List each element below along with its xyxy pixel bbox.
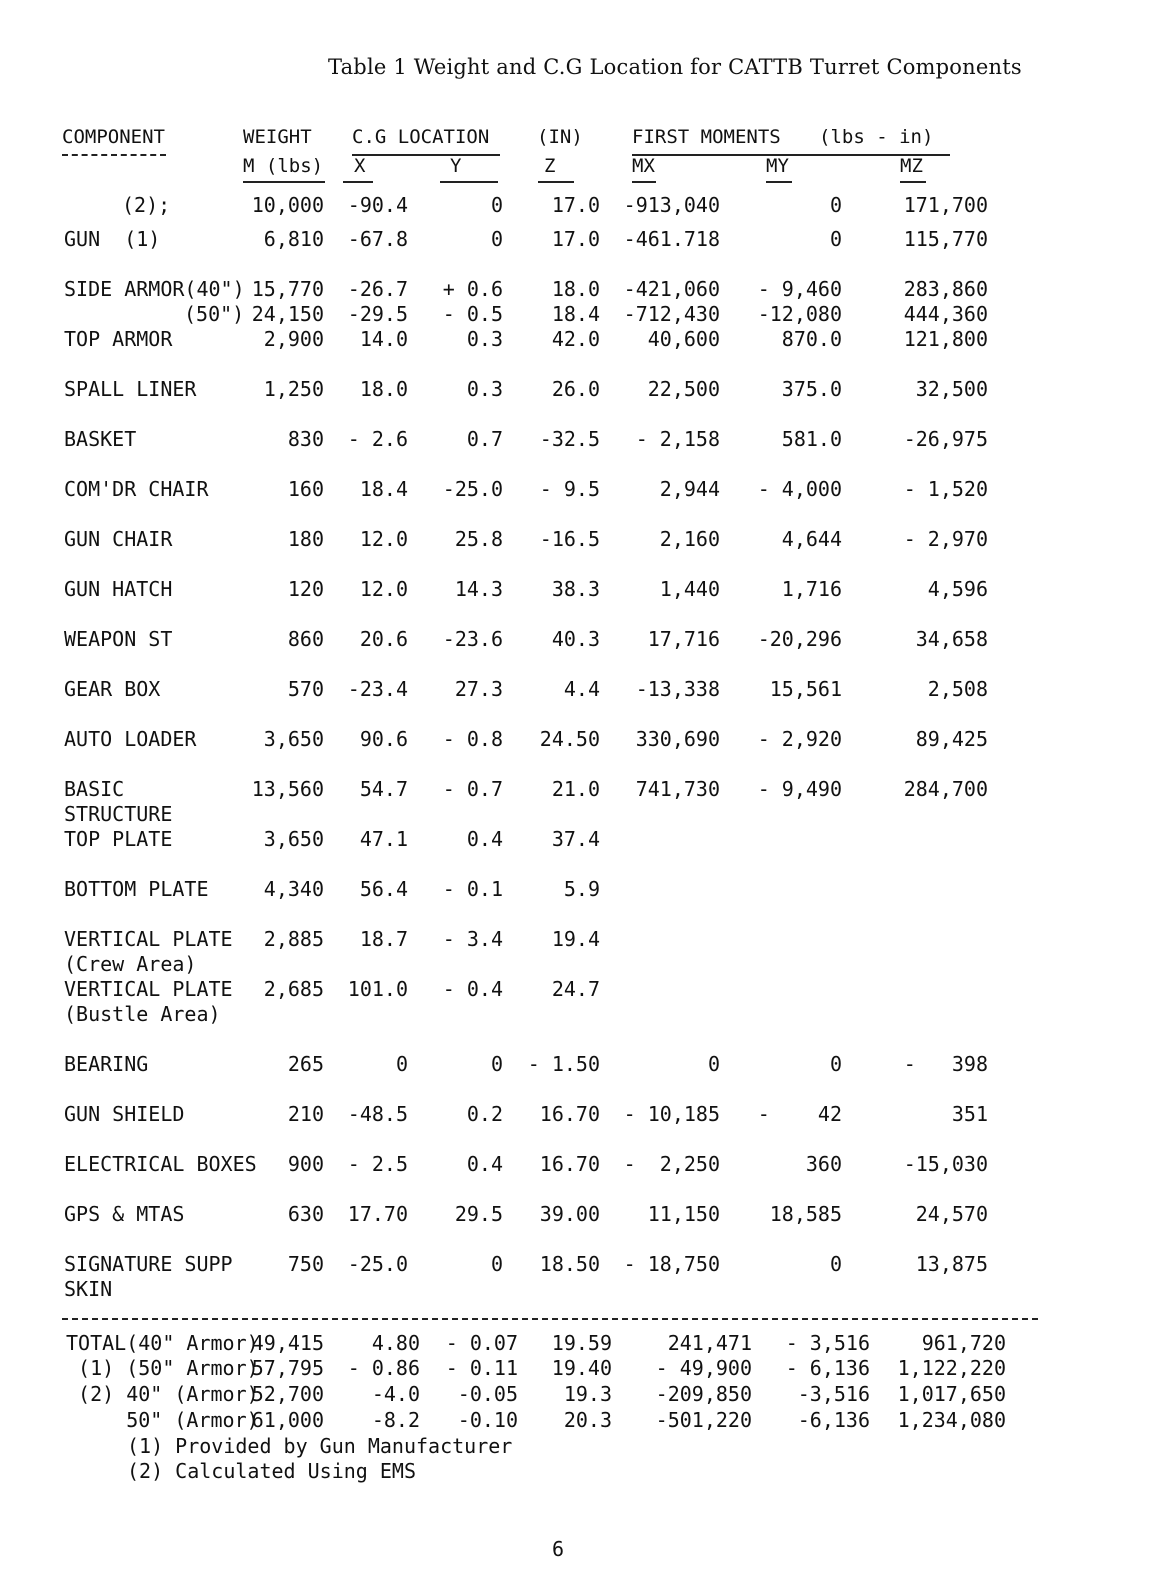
note-2: (2) Calculated Using EMS — [127, 1459, 416, 1483]
cell-my: -20,296 — [757, 627, 842, 651]
header-x: X — [354, 155, 366, 177]
total-x: - 0.86 — [347, 1356, 420, 1380]
cell-mz: 34,658 — [915, 627, 988, 651]
cell-my: - 9,490 — [757, 777, 842, 801]
row-label-continued: SKIN — [64, 1277, 113, 1301]
cell-y: 27.3 — [454, 677, 503, 701]
cell-mx: 1,440 — [659, 577, 720, 601]
cell-my: 0 — [829, 1252, 842, 1276]
cell-mz: 283,860 — [903, 277, 988, 301]
cell-mx: 2,944 — [659, 477, 720, 501]
cell-z: - 1.50 — [527, 1052, 600, 1076]
cell-y: 0 — [490, 1252, 503, 1276]
cell-w: 750 — [287, 1252, 324, 1276]
total-z: 19.59 — [551, 1331, 612, 1355]
cell-my: - 4,000 — [757, 477, 842, 501]
cell-z: 17.0 — [551, 193, 600, 217]
cell-mz: 2,508 — [927, 677, 988, 701]
cell-y: -25.0 — [442, 477, 503, 501]
underline-cg — [352, 154, 500, 156]
cell-my: - 2,920 — [757, 727, 842, 751]
cell-x: -25.0 — [347, 1252, 408, 1276]
header-in: (IN) — [537, 126, 583, 148]
underline-y — [440, 181, 498, 183]
total-label: TOTAL(40" Armor) — [66, 1331, 259, 1355]
cell-x: -90.4 — [347, 193, 408, 217]
cell-z: 26.0 — [551, 377, 600, 401]
row-label: SIDE ARMOR(40") — [64, 277, 245, 301]
row-label: TOP PLATE — [64, 827, 173, 851]
cell-x: 12.0 — [359, 527, 408, 551]
cell-mz: 4,596 — [927, 577, 988, 601]
cell-my: 4,644 — [781, 527, 842, 551]
underline-component — [62, 154, 166, 156]
header-mz: MZ — [900, 155, 923, 177]
cell-w: 210 — [287, 1102, 324, 1126]
cell-z: 16.70 — [539, 1152, 600, 1176]
cell-mz: 24,570 — [915, 1202, 988, 1226]
cell-w: 265 — [287, 1052, 324, 1076]
cell-mz: 13,875 — [915, 1252, 988, 1276]
row-label: GUN CHAIR — [64, 527, 173, 551]
row-label: BASKET — [64, 427, 137, 451]
cell-x: 12.0 — [359, 577, 408, 601]
underline-x — [343, 181, 373, 183]
total-y: -0.05 — [457, 1382, 518, 1406]
cell-x: -48.5 — [347, 1102, 408, 1126]
cell-z: 5.9 — [563, 877, 600, 901]
cell-z: 21.0 — [551, 777, 600, 801]
cell-mz: - 398 — [903, 1052, 988, 1076]
cell-mx: -712,430 — [623, 302, 720, 326]
cell-mx: -421,060 — [623, 277, 720, 301]
header-m-lbs: M (lbs) — [243, 155, 324, 177]
cell-mx: -913,040 — [623, 193, 720, 217]
header-my: MY — [766, 155, 789, 177]
cell-my: 18,585 — [769, 1202, 842, 1226]
cell-mx: 0 — [707, 1052, 720, 1076]
underline-mz — [900, 181, 926, 183]
underline-mx — [632, 181, 656, 183]
cell-x: 20.6 — [359, 627, 408, 651]
cell-mz: 171,700 — [903, 193, 988, 217]
cell-my: - 42 — [757, 1102, 842, 1126]
cell-y: + 0.6 — [442, 277, 503, 301]
cell-mx: - 10,185 — [623, 1102, 720, 1126]
cell-y: 0.2 — [466, 1102, 503, 1126]
total-my: -3,516 — [797, 1382, 870, 1406]
cell-x: -26.7 — [347, 277, 408, 301]
cell-x: 56.4 — [359, 877, 408, 901]
cell-y: 0 — [490, 227, 503, 251]
row-label: GUN SHIELD — [64, 1102, 185, 1126]
cell-my: -12,080 — [757, 302, 842, 326]
cell-z: 39.00 — [539, 1202, 600, 1226]
cell-y: 25.8 — [454, 527, 503, 551]
cell-mx: -461.718 — [623, 227, 720, 251]
cell-mx: - 2,158 — [635, 427, 720, 451]
row-label: BEARING — [64, 1052, 149, 1076]
total-x: -4.0 — [371, 1382, 420, 1406]
cell-y: - 0.7 — [442, 777, 503, 801]
total-my: -6,136 — [797, 1408, 870, 1432]
totals-divider — [62, 1318, 1038, 1320]
cell-y: 29.5 — [454, 1202, 503, 1226]
cell-y: -23.6 — [442, 627, 503, 651]
total-z: 19.40 — [551, 1356, 612, 1380]
cell-w: 13,560 — [251, 777, 324, 801]
total-my: - 3,516 — [785, 1331, 870, 1355]
row-label: TOP ARMOR — [64, 327, 173, 351]
total-w: 52,700 — [251, 1382, 324, 1406]
total-y: - 0.07 — [445, 1331, 518, 1355]
row-label: SPALL LINER — [64, 377, 197, 401]
row-label-continued: STRUCTURE — [64, 802, 173, 826]
cell-x: 101.0 — [347, 977, 408, 1001]
header-first-moments: FIRST MOMENTS — [632, 126, 781, 148]
cell-w: 900 — [287, 1152, 324, 1176]
cell-mx: 17,716 — [647, 627, 720, 651]
cell-z: - 9.5 — [539, 477, 600, 501]
cell-z: -16.5 — [539, 527, 600, 551]
cell-my: - 9,460 — [757, 277, 842, 301]
row-label: (50") — [184, 302, 245, 326]
cell-mz: 115,770 — [903, 227, 988, 251]
cell-w: 10,000 — [251, 193, 324, 217]
cell-w: 1,250 — [263, 377, 324, 401]
cell-x: 18.0 — [359, 377, 408, 401]
cell-my: 0 — [829, 193, 842, 217]
cell-mz: - 2,970 — [903, 527, 988, 551]
cell-mx: - 18,750 — [623, 1252, 720, 1276]
cell-mx: -13,338 — [635, 677, 720, 701]
row-label: GPS & MTAS — [64, 1202, 185, 1226]
underline-w — [243, 181, 325, 183]
cell-mx: 2,160 — [659, 527, 720, 551]
cell-y: 14.3 — [454, 577, 503, 601]
row-label: AUTO LOADER — [64, 727, 197, 751]
row-label: VERTICAL PLATE — [64, 977, 233, 1001]
cell-my: 870.0 — [781, 327, 842, 351]
cell-w: 180 — [287, 527, 324, 551]
cell-z: 24.7 — [551, 977, 600, 1001]
cell-y: 0.4 — [466, 827, 503, 851]
cell-my: 581.0 — [781, 427, 842, 451]
cell-y: 0.3 — [466, 327, 503, 351]
total-mz: 1,122,220 — [897, 1356, 1006, 1380]
cell-w: 2,885 — [263, 927, 324, 951]
header-units: (lbs - in) — [819, 126, 934, 148]
cell-mz: - 1,520 — [903, 477, 988, 501]
cell-z: 16.70 — [539, 1102, 600, 1126]
cell-z: 4.4 — [563, 677, 600, 701]
underline-z — [538, 181, 574, 183]
cell-y: 0 — [490, 1052, 503, 1076]
total-mx: -501,220 — [655, 1408, 752, 1432]
cell-mz: -15,030 — [903, 1152, 988, 1176]
total-label: (2) 40" (Armor) — [66, 1382, 259, 1406]
cell-x: -29.5 — [347, 302, 408, 326]
cell-z: 18.4 — [551, 302, 600, 326]
cell-x: -23.4 — [347, 677, 408, 701]
cell-my: 0 — [829, 227, 842, 251]
cell-mx: 741,730 — [635, 777, 720, 801]
cell-x: - 2.5 — [347, 1152, 408, 1176]
table-title: Table 1 Weight and C.G Location for CATTB Turret Components — [328, 55, 1022, 79]
row-label: VERTICAL PLATE — [64, 927, 233, 951]
row-label: GUN (1) — [64, 227, 161, 251]
cell-y: 0.4 — [466, 1152, 503, 1176]
total-mx: - 49,900 — [655, 1356, 752, 1380]
cell-w: 6,810 — [263, 227, 324, 251]
cell-mz: 351 — [951, 1102, 988, 1126]
cell-z: 40.3 — [551, 627, 600, 651]
cell-w: 24,150 — [251, 302, 324, 326]
cell-y: 0 — [490, 193, 503, 217]
cell-y: - 0.1 — [442, 877, 503, 901]
total-y: -0.10 — [457, 1408, 518, 1432]
cell-my: 1,716 — [781, 577, 842, 601]
cell-my: 15,561 — [769, 677, 842, 701]
row-label: COM'DR CHAIR — [64, 477, 209, 501]
cell-z: 19.4 — [551, 927, 600, 951]
note-1: (1) Provided by Gun Manufacturer — [127, 1434, 513, 1458]
total-mz: 1,017,650 — [897, 1382, 1006, 1406]
cell-x: -67.8 — [347, 227, 408, 251]
cell-y: - 0.5 — [442, 302, 503, 326]
cell-w: 2,685 — [263, 977, 324, 1001]
row-label-continued: (Crew Area) — [64, 952, 197, 976]
cell-x: 90.6 — [359, 727, 408, 751]
header-weight: WEIGHT — [243, 126, 312, 148]
cell-w: 3,650 — [263, 827, 324, 851]
header-component: COMPONENT — [62, 126, 165, 148]
cell-mz: 284,700 — [903, 777, 988, 801]
cell-x: 17.70 — [347, 1202, 408, 1226]
total-y: - 0.11 — [445, 1356, 518, 1380]
row-label: GEAR BOX — [64, 677, 161, 701]
cell-w: 160 — [287, 477, 324, 501]
row-label: BASIC — [64, 777, 125, 801]
cell-w: 570 — [287, 677, 324, 701]
header-z: Z — [544, 155, 556, 177]
header-cg-location: C.G LOCATION — [352, 126, 490, 148]
cell-w: 3,650 — [263, 727, 324, 751]
cell-x: 54.7 — [359, 777, 408, 801]
total-x: 4.80 — [371, 1331, 420, 1355]
row-label: GUN HATCH — [64, 577, 173, 601]
cell-y: - 0.8 — [442, 727, 503, 751]
cell-mx: 40,600 — [647, 327, 720, 351]
cell-x: 18.4 — [359, 477, 408, 501]
total-my: - 6,136 — [785, 1356, 870, 1380]
row-label: BOTTOM PLATE — [64, 877, 209, 901]
underline-my — [766, 181, 792, 183]
cell-y: - 0.4 — [442, 977, 503, 1001]
row-label-continued: (Bustle Area) — [64, 1002, 221, 1026]
cell-mz: 444,360 — [903, 302, 988, 326]
cell-w: 830 — [287, 427, 324, 451]
cell-z: 37.4 — [551, 827, 600, 851]
cell-y: - 3.4 — [442, 927, 503, 951]
total-w: 61,000 — [251, 1408, 324, 1432]
cell-my: 0 — [829, 1052, 842, 1076]
total-w: 49,415 — [251, 1331, 324, 1355]
cell-mz: 32,500 — [915, 377, 988, 401]
cell-w: 4,340 — [263, 877, 324, 901]
row-label: (2); — [122, 193, 171, 217]
total-x: -8.2 — [371, 1408, 420, 1432]
total-label: (1) (50" Armor) — [66, 1356, 259, 1380]
cell-z: 17.0 — [551, 227, 600, 251]
cell-w: 120 — [287, 577, 324, 601]
total-mx: 241,471 — [667, 1331, 752, 1355]
cell-mz: -26,975 — [903, 427, 988, 451]
total-label: 50" (Armor) — [66, 1408, 259, 1432]
cell-x: 18.7 — [359, 927, 408, 951]
cell-my: 375.0 — [781, 377, 842, 401]
cell-mx: 22,500 — [647, 377, 720, 401]
cell-mz: 121,800 — [903, 327, 988, 351]
cell-w: 630 — [287, 1202, 324, 1226]
cell-x: 14.0 — [359, 327, 408, 351]
total-mz: 961,720 — [921, 1331, 1006, 1355]
page-number: 6 — [552, 1537, 565, 1561]
total-mx: -209,850 — [655, 1382, 752, 1406]
cell-y: 0.3 — [466, 377, 503, 401]
total-mz: 1,234,080 — [897, 1408, 1006, 1432]
cell-x: 0 — [395, 1052, 408, 1076]
cell-mx: - 2,250 — [623, 1152, 720, 1176]
cell-my: 360 — [805, 1152, 842, 1176]
header-mx: MX — [632, 155, 655, 177]
row-label: ELECTRICAL BOXES — [64, 1152, 257, 1176]
cell-mz: 89,425 — [915, 727, 988, 751]
cell-w: 860 — [287, 627, 324, 651]
row-label: WEAPON ST — [64, 627, 173, 651]
cell-z: 38.3 — [551, 577, 600, 601]
cell-mx: 11,150 — [647, 1202, 720, 1226]
cell-z: 18.0 — [551, 277, 600, 301]
cell-z: 42.0 — [551, 327, 600, 351]
cell-x: 47.1 — [359, 827, 408, 851]
cell-z: 18.50 — [539, 1252, 600, 1276]
cell-x: - 2.6 — [347, 427, 408, 451]
cell-w: 15,770 — [251, 277, 324, 301]
cell-w: 2,900 — [263, 327, 324, 351]
cell-z: -32.5 — [539, 427, 600, 451]
total-z: 19.3 — [563, 1382, 612, 1406]
total-z: 20.3 — [563, 1408, 612, 1432]
total-w: 57,795 — [251, 1356, 324, 1380]
row-label: SIGNATURE SUPP — [64, 1252, 233, 1276]
header-y: Y — [450, 155, 462, 177]
cell-z: 24.50 — [539, 727, 600, 751]
cell-y: 0.7 — [466, 427, 503, 451]
cell-mx: 330,690 — [635, 727, 720, 751]
